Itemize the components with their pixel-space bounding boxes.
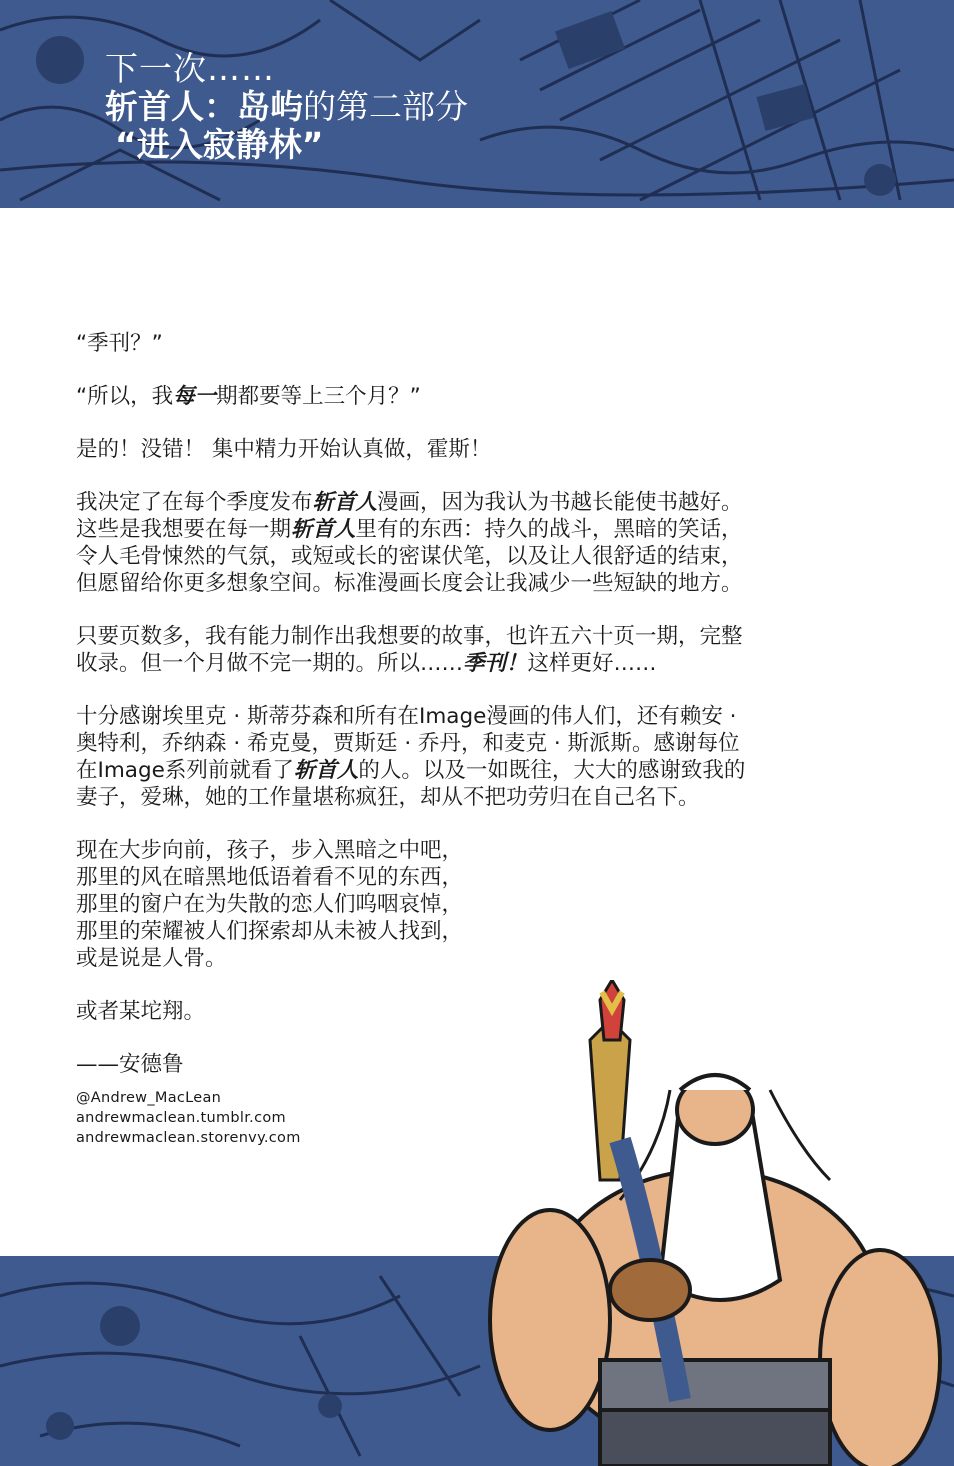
paragraph-5 (76, 623, 876, 677)
emphasis: 斩首人 (291, 517, 356, 542)
paragraph-6 (76, 703, 876, 811)
paragraph-7 (76, 837, 876, 972)
emphasis: 斩首人 (293, 758, 359, 783)
part-text: 的第二部分 (303, 87, 468, 126)
text-span: 的人。以及一如既往，大大的感谢致我的 (358, 758, 746, 783)
series-part-label (105, 88, 468, 126)
text-span: 那里的风在暗黑地低语着看不见的东西， (76, 865, 464, 890)
text-span: “所以，我 (76, 384, 174, 409)
text-span: 这样更好…… (527, 651, 657, 676)
warrior-illustration (480, 980, 954, 1466)
text-span: 只要页数多，我有能力制作出我想要的故事，也许五六十页一期，完整 (76, 624, 743, 649)
emphasis: 每一 (173, 384, 217, 409)
store-link[interactable]: andrewmaclean.storenvy.com (76, 1130, 301, 1146)
text-span: 在Image系列前就看了 (76, 758, 294, 783)
author-links (76, 1088, 301, 1148)
paragraph-1: “季刊？” (76, 331, 163, 356)
text-span: 收录。但一个月做不完一期的。所以…… (76, 651, 464, 676)
text-span: 漫画，因为我认为书越长能使书越好。 (377, 490, 743, 515)
series-name: 斩首人：岛屿 (105, 87, 303, 126)
text-span: 这些是我想要在每一期 (76, 517, 292, 542)
paragraph-4 (76, 489, 876, 597)
text-span: 或是说是人骨。 (76, 946, 227, 971)
hair-top (680, 1075, 750, 1090)
fist-glove (610, 1260, 690, 1320)
tumblr-link[interactable]: andrewmaclean.tumblr.com (76, 1110, 286, 1126)
twitter-handle[interactable]: @Andrew_MacLean (76, 1090, 222, 1106)
text-span: 里有的东西：持久的战斗，黑暗的笑话， (355, 517, 743, 542)
paragraph-3: 是的！没错！ 集中精力开始认真做，霍斯！ (76, 437, 492, 462)
left-arm (490, 1210, 610, 1430)
text-span: 令人毛骨悚然的气氛，或短或长的密谋伏笔，以及让人很舒适的结束， (76, 544, 743, 569)
kilt (600, 1410, 830, 1466)
text-span: 十分感谢埃里克 · 斯蒂芬森和所有在Image漫画的伟人们，还有赖安 · (76, 704, 737, 729)
signature: ——安德鲁 (76, 1052, 184, 1077)
belt (600, 1360, 830, 1410)
right-arm (820, 1250, 940, 1466)
paragraph-8: 或者某坨翔。 (76, 999, 206, 1024)
text-span: 奥特利，乔纳森 · 希克曼，贾斯廷 · 乔丹，和麦克 · 斯派斯。感谢每位 (76, 731, 740, 756)
emphasis: 季刊！ (463, 651, 528, 676)
text-span: 但愿留给你更多想象空间。标准漫画长度会让我减少一些短缺的地方。 (76, 571, 743, 596)
next-issue-title (105, 50, 468, 164)
text-span: 妻子，爱琳，她的工作量堪称疯狂，却从不把功劳归在自己名下。 (76, 785, 700, 810)
text-span: 那里的荣耀被人们探索却从未被人找到， (76, 919, 464, 944)
issue-subtitle: “进入寂静林” (115, 125, 324, 164)
emphasis: 斩首人 (312, 490, 378, 515)
next-time-label: 下一次…… (105, 49, 275, 88)
paragraph-2 (76, 383, 876, 410)
text-span: 我决定了在每个季度发布 (76, 490, 313, 515)
top-banner (0, 0, 954, 208)
text-span: 那里的窗户在为失散的恋人们呜咽哀悼， (76, 892, 464, 917)
text-span: 现在大步向前，孩子，步入黑暗之中吧， (76, 838, 464, 863)
text-span: 期都要等上三个月？” (216, 384, 421, 409)
